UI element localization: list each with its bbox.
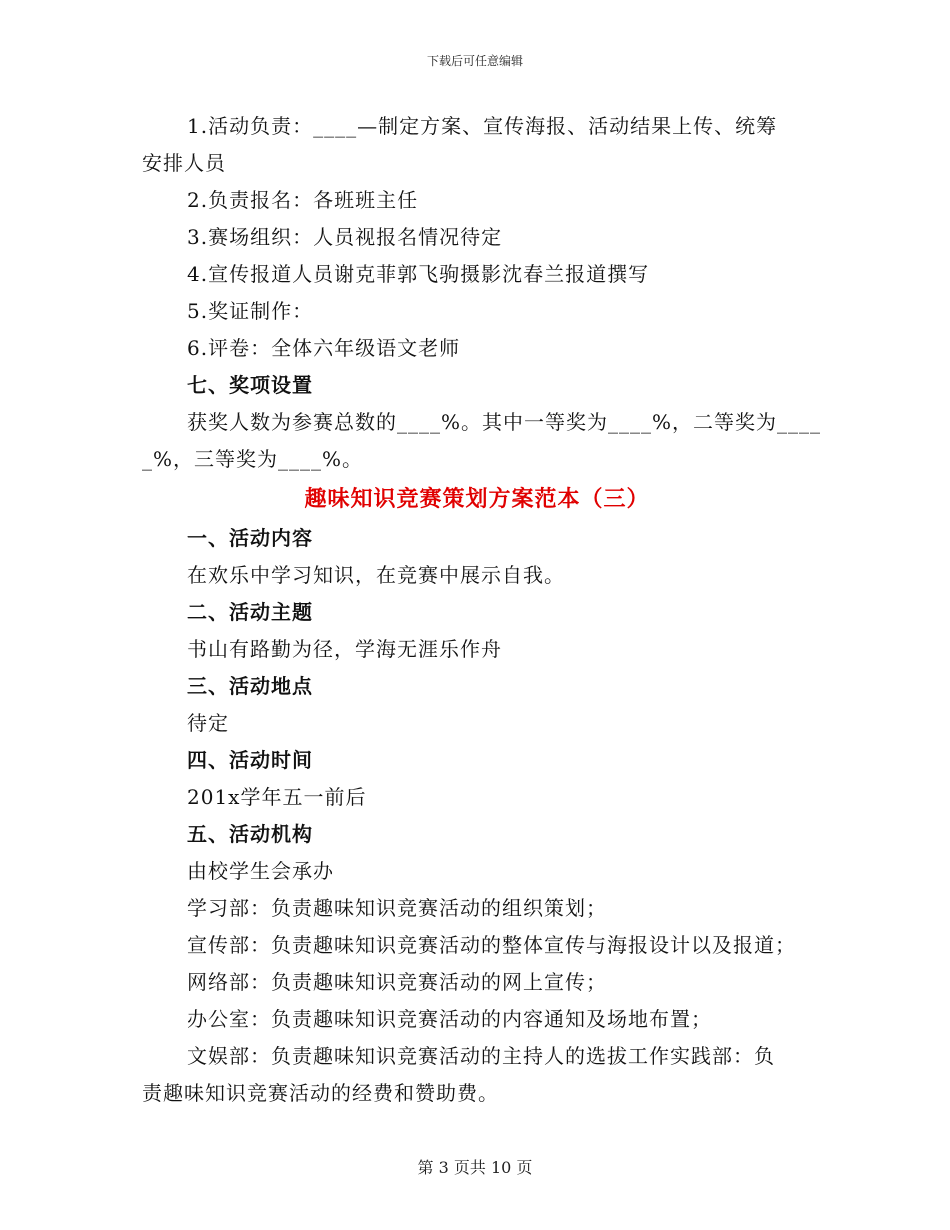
organization-entertainment-dept: 文娱部：负责趣味知识竞赛活动的主持人的选拔工作实践部：负 <box>187 1044 775 1068</box>
document-body <box>142 108 822 1112</box>
section-heading-location: 三、活动地点 <box>187 674 313 698</box>
organization-host: 由校学生会承办 <box>187 859 334 883</box>
section-text-time: 201x学年五一前后 <box>187 785 367 809</box>
page-footer: 第 3 页共 10 页 <box>417 1158 533 1177</box>
document-title: 趣味知识竞赛策划方案范本（三） <box>304 487 650 512</box>
item-5: 5.奖证制作： <box>187 299 314 323</box>
item-2: 2.负责报名：各班班主任 <box>187 188 419 212</box>
item-6: 6.评卷：全体六年级语文老师 <box>187 336 461 360</box>
section-text-location: 待定 <box>187 711 229 735</box>
page-header: 下载后可任意编辑 <box>426 54 523 68</box>
section-heading-theme: 二、活动主题 <box>187 600 313 624</box>
organization-entertainment-dept-continued: 责趣味知识竞赛活动的经费和赞助费。 <box>142 1081 499 1105</box>
organization-office: 办公室：负责趣味知识竞赛活动的内容通知及场地布置； <box>187 1007 712 1031</box>
item-4: 4.宣传报道人员谢克菲郭飞驹摄影沈春兰报道撰写 <box>187 262 650 286</box>
organization-network-dept: 网络部：负责趣味知识竞赛活动的网上宣传； <box>187 970 607 994</box>
organization-study-dept: 学习部：负责趣味知识竞赛活动的组织策划； <box>187 896 607 920</box>
section-text-content: 在欢乐中学习知识，在竞赛中展示自我。 <box>187 563 565 587</box>
section-heading-awards: 七、奖项设置 <box>187 373 313 397</box>
section-heading-content: 一、活动内容 <box>187 526 313 550</box>
item-1: 1.活动负责：____—制定方案、宣传海报、活动结果上传、统筹 <box>187 114 778 138</box>
organization-publicity-dept: 宣传部：负责趣味知识竞赛活动的整体宣传与海报设计以及报道； <box>187 933 796 957</box>
awards-paragraph: 获奖人数为参赛总数的____%。其中一等奖为____%，二等奖为____ <box>187 410 822 434</box>
awards-paragraph-continued: _%，三等奖为____%。 <box>142 447 364 471</box>
item-3: 3.赛场组织：人员视报名情况待定 <box>187 225 503 249</box>
item-1-continued: 安排人员 <box>142 151 226 175</box>
section-heading-time: 四、活动时间 <box>187 748 313 772</box>
section-heading-organization: 五、活动机构 <box>187 822 313 846</box>
section-text-theme: 书山有路勤为径，学海无涯乐作舟 <box>187 637 502 661</box>
